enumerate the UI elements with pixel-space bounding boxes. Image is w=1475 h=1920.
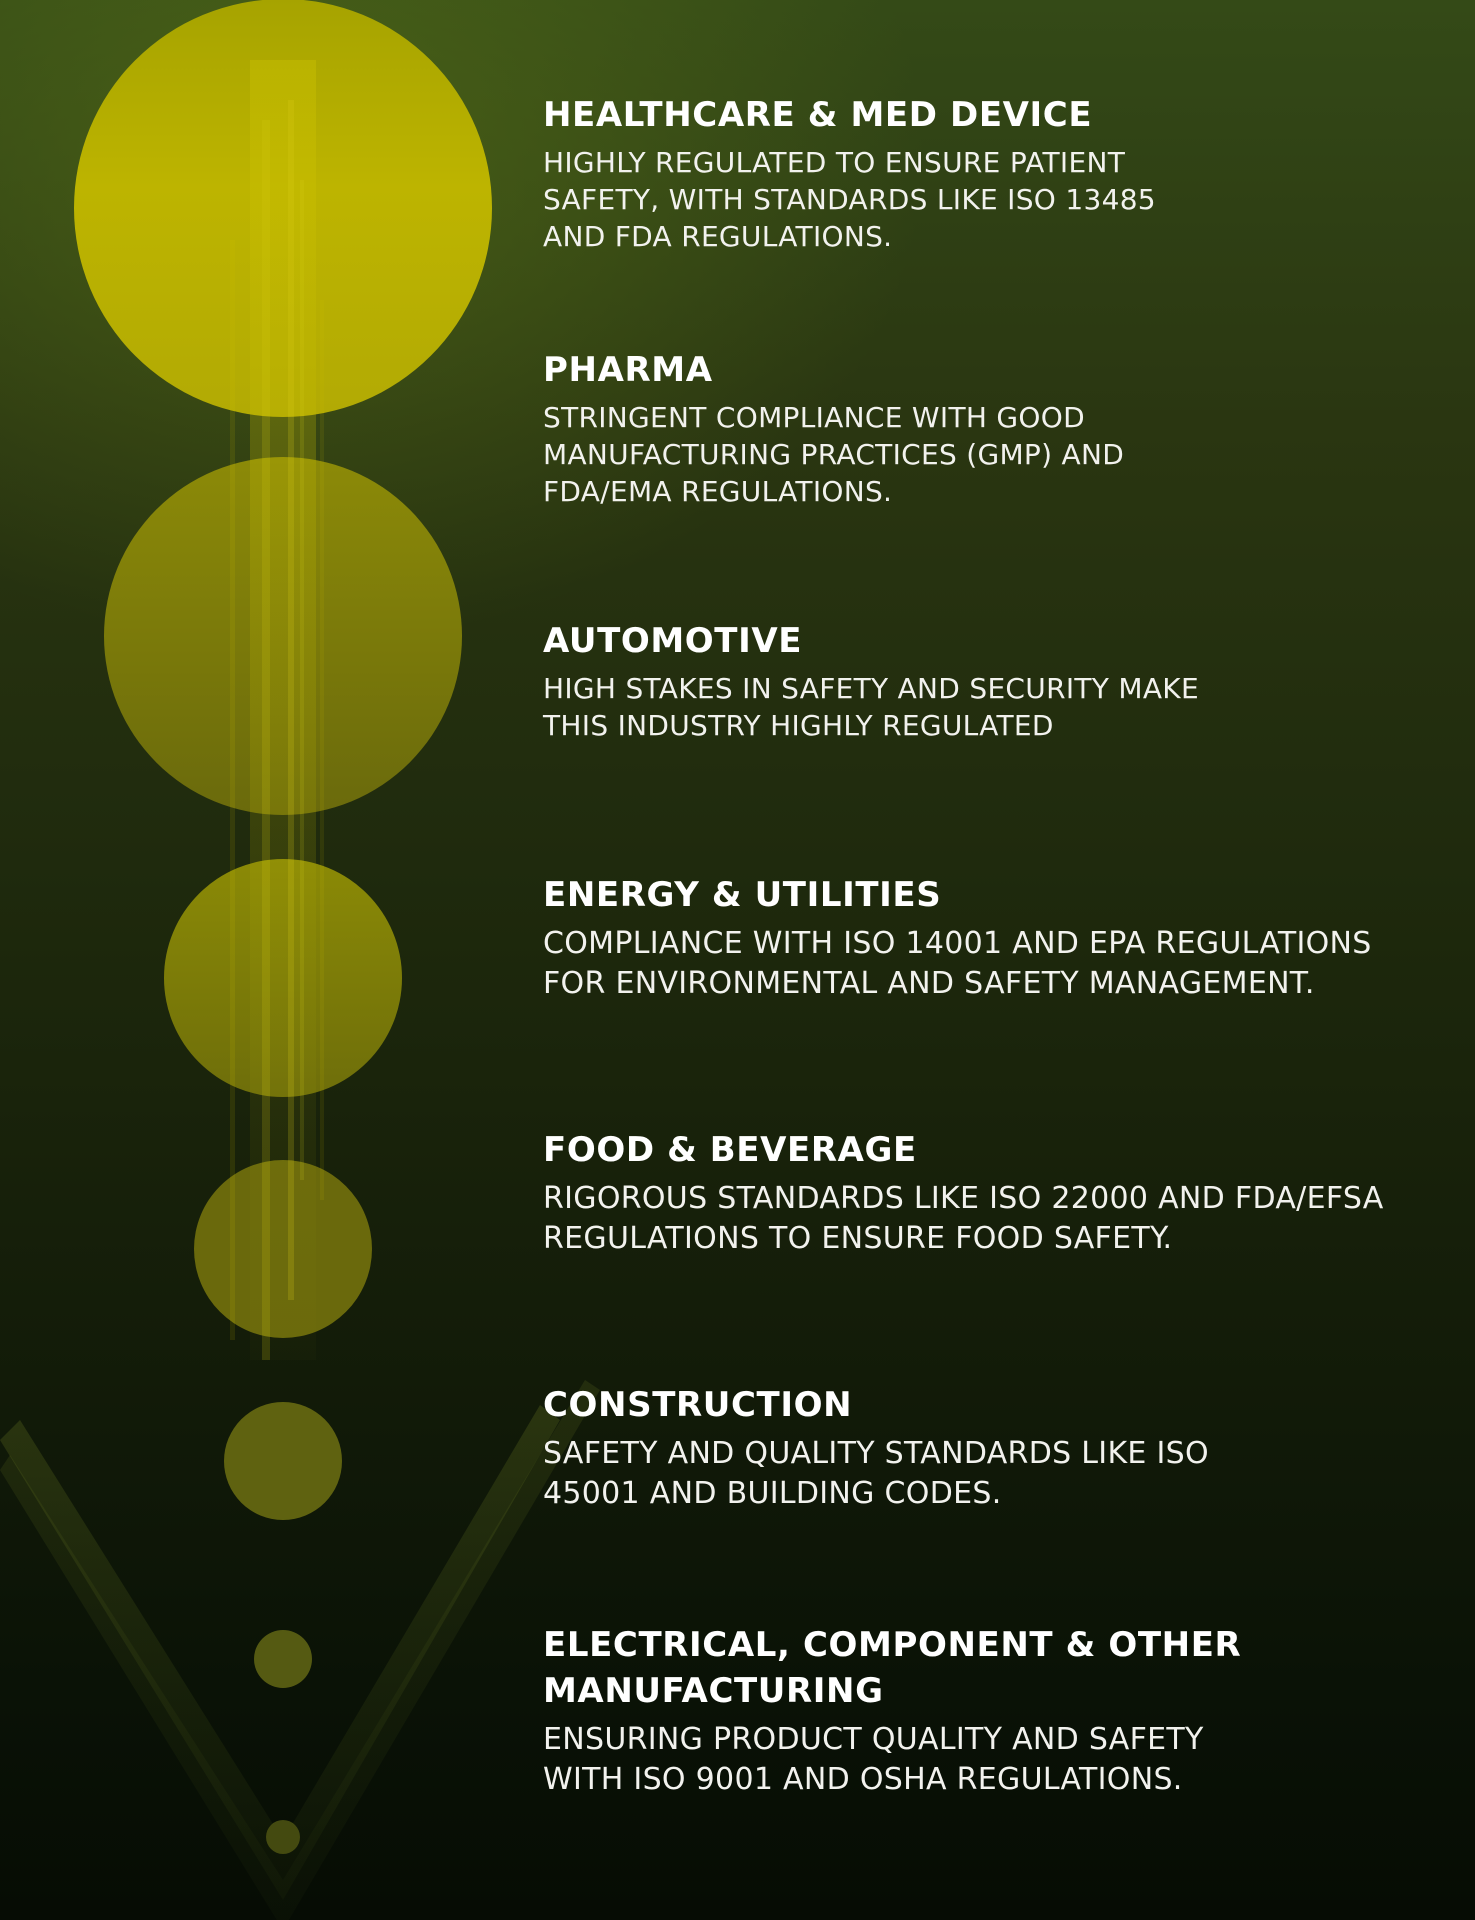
industry-title: FOOD & BEVERAGE — [543, 1130, 917, 1170]
industry-description: RIGOROUS STANDARDS LIKE ISO 22000 AND FDA/EFSA REGULATIONS TO ENSURE FOOD SAFETY. — [543, 1181, 1384, 1256]
circle-7 — [266, 1820, 300, 1854]
industry-item-healthcare — [543, 92, 1443, 255]
industry-description: HIGHLY REGULATED TO ENSURE PATIENT SAFETY, WITH STANDARDS LIKE ISO 13485 AND FDA REGULATIONS. — [543, 146, 1156, 253]
industry-title: ENERGY & UTILITIES — [543, 875, 942, 915]
industry-item-construction — [543, 1382, 1443, 1514]
industry-description: COMPLIANCE WITH ISO 14001 AND EPA REGULATIONS FOR ENVIRONMENTAL AND SAFETY MANAGEMENT. — [543, 926, 1372, 1001]
circle-5 — [224, 1402, 342, 1520]
industry-item-energy — [543, 872, 1443, 1004]
industry-title: AUTOMOTIVE — [543, 621, 803, 661]
industry-description: ENSURING PRODUCT QUALITY AND SAFETY WITH ISO 9001 AND OSHA REGULATIONS. — [543, 1722, 1204, 1797]
industry-title: ELECTRICAL, COMPONENT & OTHER MANUFACTURING — [543, 1625, 1242, 1711]
industry-item-manufacturing — [543, 1622, 1443, 1800]
industry-item-food-beverage — [543, 1127, 1443, 1259]
industry-title: CONSTRUCTION — [543, 1385, 853, 1425]
industry-title: PHARMA — [543, 350, 713, 390]
industry-item-automotive — [543, 618, 1443, 744]
industry-item-pharma — [543, 347, 1443, 510]
industry-description: HIGH STAKES IN SAFETY AND SECURITY MAKE THIS INDUSTRY HIGHLY REGULATED — [543, 672, 1199, 742]
industry-description: SAFETY AND QUALITY STANDARDS LIKE ISO 45001 AND BUILDING CODES. — [543, 1436, 1209, 1511]
circle-6 — [254, 1630, 312, 1688]
industry-description: STRINGENT COMPLIANCE WITH GOOD MANUFACTURING PRACTICES (GMP) AND FDA/EMA REGULATIONS. — [543, 401, 1125, 508]
industry-title: HEALTHCARE & MED DEVICE — [543, 95, 1093, 135]
